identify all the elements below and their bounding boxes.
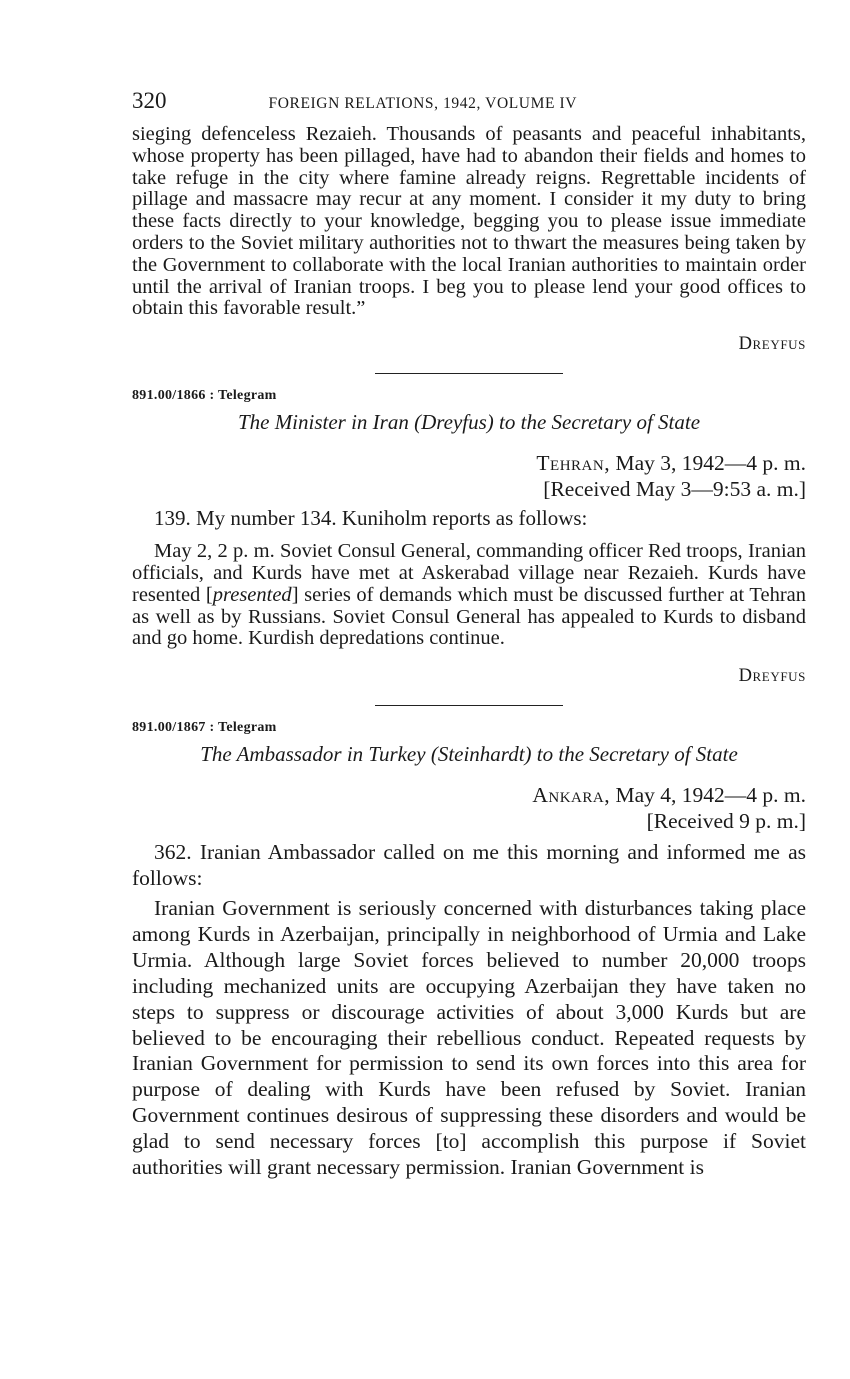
- quoted-report-paragraph: [132, 541, 806, 650]
- report-text-part1: May 2, 2 p. m. Soviet Consul General, commanding officer Red troops, Iranian officials, and Kurds have met at Askerabad village near Rezaieh. Kurds have resented [: [132, 540, 806, 606]
- continued-paragraph: sieging defenceless Rezaieh. Thousands of peasants and peaceful inhabitants, whose property has been pillaged, have had to abandon their fields and homes to take refuge in the city where famine already reigns. Regrettable incidents of pillage and massacre may recur at any moment. I consider it my duty to bring these facts directly to your knowledge, begging you to please issue immediate orders to the Soviet military authorities not to thwart the measures being taken by the Government to collaborate with the local Iranian authorities to maintain order until the arrival of Iranian troops. I beg you to please lend your good offices to obtain this favorable result.”: [132, 123, 806, 320]
- report-italic-presented: presented: [212, 583, 292, 606]
- telegram-body-362: Iranian Government is seriously concerned with disturbances taking place among Kurds in Azerbaijan, principally in neighborhood of Urmia and Lake Urmia. Although large Soviet forces believed to number 20,000 troops including mechanized units are occupying Azerbaijan they have taken no steps to suppress or discourage activities of about 3,000 Kurds but are believed to be encouraging their rebellious conduct. Repeated requests by Iranian Government for permission to send its own forces into this area for purpose of dealing with Kurds have been refused by Soviet. Iranian Government continues desirous of suppressing these disorders and would be glad to send necessary forces [to] accomplish this purpose if Soviet authorities will grant necessary permission. Iranian Government is: [132, 895, 806, 1180]
- running-header: [132, 88, 806, 118]
- file-reference-1866: 891.00/1866 : Telegram: [132, 388, 277, 404]
- dateline-place: Tehran,: [536, 451, 611, 476]
- telegram-intro-139: 139. My number 134. Kuniholm reports as follows:: [154, 506, 588, 531]
- running-header-title: FOREIGN RELATIONS, 1942, VOLUME IV: [268, 95, 578, 112]
- section-divider: [375, 705, 563, 706]
- document-page: [132, 88, 806, 1181]
- dateline-place: Ankara,: [532, 783, 611, 808]
- page-number: 320: [132, 88, 167, 113]
- received-line-1866: [Received May 3—9:53 a. m.]: [543, 476, 806, 501]
- dateline-tehran: [132, 451, 806, 477]
- document-title-1866: The Minister in Iran (Dreyfus) to the Secretary of State: [237, 410, 701, 435]
- section-divider: [375, 373, 563, 374]
- signature-dreyfus-1: Dreyfus: [738, 334, 806, 355]
- report-text-part2: ] series of demands which must be discussed further at Tehran as well as by Russians. Soviet Consul General has appealed to Kurds to disband and go home. Kurdish depredations continue.: [132, 583, 806, 650]
- signature-dreyfus-2: Dreyfus: [738, 666, 806, 687]
- telegram-intro-362: 362. Iranian Ambassador called on me this morning and informed me as follows:: [132, 840, 806, 891]
- dateline-date: May 3, 1942—4 p. m.: [610, 451, 806, 476]
- document-title-1867: The Ambassador in Turkey (Steinhardt) to the Secretary of State: [200, 742, 738, 767]
- received-line-1867: [Received 9 p. m.]: [646, 808, 806, 833]
- dateline-ankara: [132, 783, 806, 809]
- dateline-date: May 4, 1942—4 p. m.: [610, 783, 806, 808]
- file-reference-1867: 891.00/1867 : Telegram: [132, 720, 277, 736]
